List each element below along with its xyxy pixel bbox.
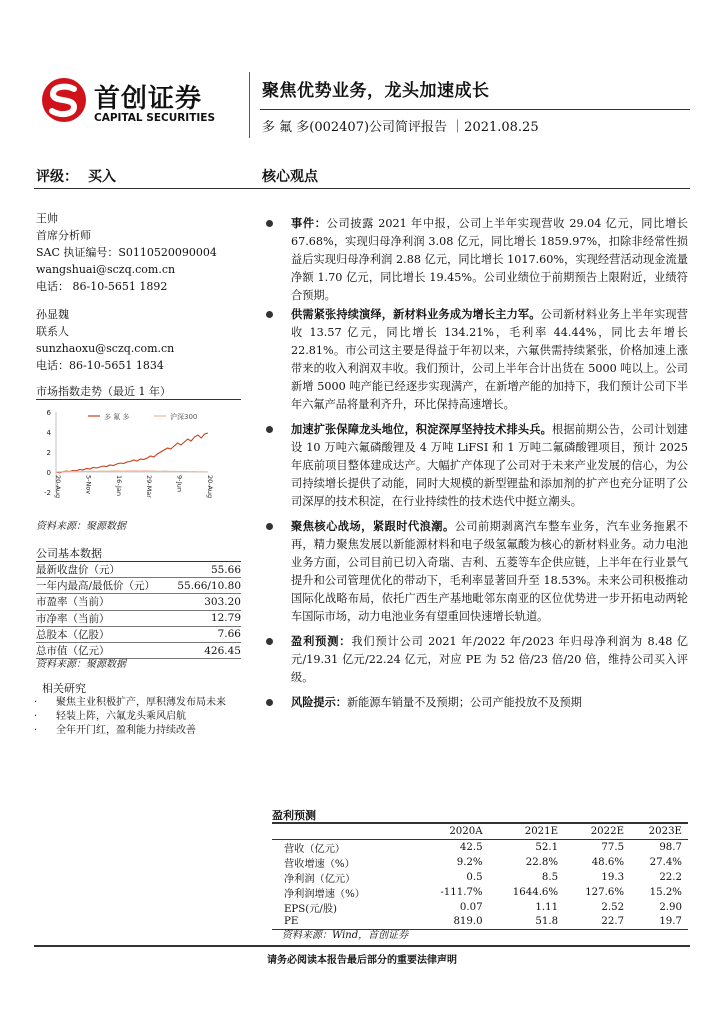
analyst-2 xyxy=(36,306,174,374)
forecast-cell: 1644.6% xyxy=(512,886,559,898)
market-index-chart xyxy=(36,402,242,516)
y-tick-label: -2 xyxy=(44,489,51,497)
forecast-row-label: 营收（亿元） xyxy=(284,843,346,855)
x-tick-label: 20-Aug xyxy=(54,475,62,499)
basic-data-row xyxy=(36,578,241,594)
forecast-cell: 51.8 xyxy=(489,915,564,930)
forecast-cell: 819.0 xyxy=(418,915,489,930)
basic-data-row xyxy=(36,626,241,642)
forecast-cell: 98.7 xyxy=(659,841,682,853)
chart-rule xyxy=(36,399,241,400)
forecast-cell: 22.7 xyxy=(564,915,630,930)
company-logo xyxy=(40,76,240,128)
analyst-phone: 电话：86-10-5651 1834 xyxy=(36,359,164,372)
basic-data-table xyxy=(36,562,241,659)
forecast-row-label: 净利润增速（%） xyxy=(284,888,365,900)
forecast-cell: 42.5 xyxy=(459,841,483,853)
basic-data-label: 最新收盘价（元） xyxy=(36,562,170,578)
report-title: 聚焦优势业务，龙头加速成长 xyxy=(262,81,490,101)
point-supply: 供需紧张持续演绎，新材料业务成为增长主力军。公司新材料业务上半年实现营收 13.57 亿元，同比增长 134.21%，毛利率 44.44%，同比去年增长 22.81%。市公司这主要是得益于年初以来，六氟供需持续紧张，价格加速上涨带来的收入利润双丰收。我们预计，公司上半年合计出货在 5000 吨以上。公司新增 5000 吨产能已经逐步实现满产，在新增产能的加持下，我们预计公司下半年六氟产品将量利齐升，环比保持高速增长。 xyxy=(262,305,688,414)
basic-data-source: 资料来源：聚源数据 xyxy=(36,659,126,670)
logo-english: CAPITAL SECURITIES xyxy=(94,112,216,124)
forecast-row-label: 净利润（亿元） xyxy=(284,873,356,885)
forecast-row xyxy=(272,870,688,885)
chart-title: 市场指数走势（最近 1 年） xyxy=(36,385,171,398)
forecast-title: 盈利预测 xyxy=(272,809,316,822)
bullet-icon xyxy=(266,699,273,706)
forecast-row-label: PE xyxy=(272,915,418,930)
analyst-name: 王帅 xyxy=(36,212,58,225)
bullet-icon xyxy=(266,220,273,227)
forecast-cell: 52.1 xyxy=(535,841,559,853)
key-points xyxy=(262,214,688,712)
basic-data-value: 7.66 xyxy=(170,626,241,642)
basic-data-row xyxy=(36,610,241,626)
x-tick-label: 9-Jun xyxy=(175,475,184,492)
forecast-cell: 1.11 xyxy=(535,901,559,913)
analyst-role: 首席分析师 xyxy=(36,229,91,242)
basic-data-value: 426.45 xyxy=(170,642,241,658)
forecast-cell: 22.8% xyxy=(525,856,559,868)
basic-data-row xyxy=(36,594,241,610)
forecast-col-header: 2020A xyxy=(418,824,489,839)
forecast-cell: -111.7% xyxy=(440,886,483,898)
related-title: 相关研究 xyxy=(42,682,86,695)
series-line-stock xyxy=(56,433,208,473)
forecast-row xyxy=(272,885,688,900)
basic-data-label: 市盈率（当前） xyxy=(36,594,170,610)
forecast-cell: 48.6% xyxy=(591,856,625,868)
analyst-1 xyxy=(36,210,217,295)
basic-data-label: 市净率（当前） xyxy=(36,610,170,626)
basic-data-label: 总股本（亿股） xyxy=(36,626,170,642)
point-expansion: 加速扩张保障龙头地位，积淀深厚坚持技术排头兵。根据前期公告，公司计划建设 10 万吨六氟磷酸锂及 4 万吨 LiFSI 和 1 万吨二氟磷酸锂项目，预计 2025 年底前项目整体建成达产。大幅扩产体现了公司对于未来产业发展的信心，为公司持续增长提供了动能，同时大规模的新型锂盐和添加剂的扩产也充分证明了公司深厚的技术积淀，在行业持续性的技术迭代中挺立潮头。 xyxy=(262,420,688,511)
legal-notice: 请务必阅读本报告最后部分的重要法律声明 xyxy=(267,955,457,966)
bullet-icon xyxy=(266,311,273,318)
analyst-license: SAC 执证编号：S0110520090004 xyxy=(36,246,217,259)
point-risk: 风险提示：新能源车销量不及预期；公司产能投放不及预期 xyxy=(262,693,688,712)
forecast-cell: 2.52 xyxy=(601,901,625,913)
forecast-row-label: 营收增速（%） xyxy=(284,858,355,870)
legend-label: 多 氟 多 xyxy=(104,413,130,421)
forecast-col-header: 2023E xyxy=(630,824,688,839)
related-list xyxy=(34,696,244,738)
point-forecast: 盈利预测：我们预计公司 2021 年/2022 年/2023 年归母净利润为 8.48 亿元/19.31 亿元/22.24 亿元，对应 PE 为 52 倍/23 倍/20 倍，维持公司买入评级。 xyxy=(262,632,688,687)
point-focus: 聚焦核心战场，紧跟时代浪潮。公司前期剥离汽车整车业务，汽车业务拖累不再，精力聚焦发展以新能源材料和电子级氢氟酸为核心的新材料业务。动力电池业务方面，公司目前已切入奇瑞、吉利、五菱等车企供应链，上半年在行业景气提升和公司管理优化的带动下，毛利率显著回升至 18.53%。未来公司积极推动国际化战略布局，依托广西生产基地毗邻东南亚的区位优势进一步开拓电动两轮车国际市场，动力电池业务有望重回快速增长轨道。 xyxy=(262,517,688,626)
header-divider xyxy=(249,72,250,138)
related-item[interactable]: · 聚焦主业积极扩产，厚积薄发布局未来 xyxy=(34,697,226,708)
forecast-cell: 22.2 xyxy=(659,871,682,883)
bullet-icon xyxy=(266,426,273,433)
basic-data-value: 55.66/10.80 xyxy=(170,578,241,594)
analyst-role: 联系人 xyxy=(36,325,69,338)
forecast-cell: 8.5 xyxy=(541,871,559,883)
x-tick-label: 29-Mar xyxy=(145,475,154,498)
forecast-cell: 15.2% xyxy=(649,886,682,898)
footer-rule xyxy=(34,945,690,947)
forecast-cell: 77.5 xyxy=(601,841,625,853)
title-rule xyxy=(260,109,690,110)
forecast-col-header: 2021E xyxy=(489,824,564,839)
forecast-row xyxy=(272,855,688,870)
forecast-table xyxy=(272,824,688,930)
x-tick-label: 20-Aug xyxy=(206,475,214,499)
basic-data-value: 12.79 xyxy=(170,610,241,626)
y-tick-label: 2 xyxy=(46,449,51,457)
logo-chinese: 首创证券 xyxy=(94,84,203,114)
y-tick-label: 6 xyxy=(46,409,51,417)
bullet-icon xyxy=(266,638,273,645)
section-title: 核心观点 xyxy=(262,169,318,185)
analyst-email[interactable]: sunzhaoxu@sczq.com.cn xyxy=(36,342,175,355)
rating-value: 买入 xyxy=(88,169,116,185)
analyst-email[interactable]: wangshuai@sczq.com.cn xyxy=(36,263,176,276)
report-subtitle: 多 氟 多(002407)公司简评报告 ｜2021.08.25 xyxy=(262,120,539,135)
forecast-cell: 19.7 xyxy=(630,915,688,930)
forecast-cell: 0.07 xyxy=(459,901,483,913)
point-event: 事件：公司披露 2021 年中报，公司上半年实现营收 29.04 亿元，同比增长 67.68%，实现归母净利润 3.08 亿元，同比增长 1859.97%，扣除非经常性损益后实现归母净利润 2.88 亿元，同比增长 1017.60%，实现经营活动现金流量净额 1.70 亿元，同比增长 19.45%。公司业绩位于前期预告上限附近，业绩符合预期。 xyxy=(262,214,688,305)
forecast-row xyxy=(272,900,688,915)
analyst-phone: 电话： 86-10-5651 1892 xyxy=(36,280,168,293)
forecast-row-label: EPS(元/股) xyxy=(284,903,338,915)
related-item[interactable]: · 全年开门红，盈利能力持续改善 xyxy=(34,725,196,736)
forecast-cell: 9.2% xyxy=(456,856,483,868)
basic-data-row xyxy=(36,562,241,578)
forecast-cell: 2.90 xyxy=(659,901,682,913)
basic-data-value: 55.66 xyxy=(170,562,241,578)
forecast-cell: 127.6% xyxy=(585,886,625,898)
y-tick-label: 0 xyxy=(46,469,51,477)
related-item[interactable]: · 轻装上阵，六氟龙头乘风启航 xyxy=(34,711,186,722)
forecast-col-header: 2022E xyxy=(564,824,630,839)
forecast-col-header xyxy=(272,824,418,839)
legend-label: 沪深300 xyxy=(170,413,198,421)
section-rule xyxy=(34,188,690,189)
forecast-source: 资料来源：Wind，首创证券 xyxy=(282,930,409,941)
y-tick-label: 4 xyxy=(46,429,51,437)
forecast-cell: 0.5 xyxy=(466,871,483,883)
basic-data-label: 总市值（亿元） xyxy=(36,642,170,658)
analyst-name: 孙显魏 xyxy=(36,308,69,321)
bullet-icon xyxy=(266,523,273,530)
forecast-cell: 27.4% xyxy=(649,856,682,868)
basic-data-value: 303.20 xyxy=(170,594,241,610)
forecast-row xyxy=(272,839,688,855)
basic-data-title: 公司基本数据 xyxy=(36,547,102,560)
chart-source: 资料来源：聚源数据 xyxy=(36,521,126,532)
rating xyxy=(36,166,116,186)
basic-data-label: 一年内最高/最低价（元） xyxy=(36,578,170,594)
forecast-cell: 19.3 xyxy=(601,871,625,883)
x-tick-label: 5-Nov xyxy=(84,475,93,495)
x-tick-label: 16-Jan xyxy=(114,475,123,496)
rating-label: 评级： xyxy=(36,169,78,185)
